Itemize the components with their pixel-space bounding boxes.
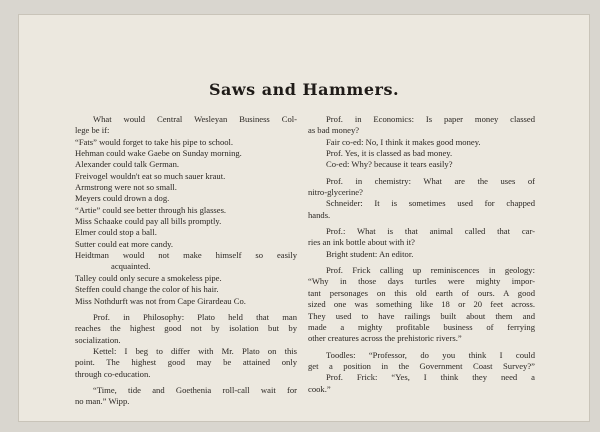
left-column-line: Prof. in Philosophy: Plato held that man: [93, 311, 297, 322]
right-column-line: “Why in those days turtles were mighty impor-: [308, 276, 535, 287]
left-column: [75, 114, 297, 408]
left-column-line: Alexander could talk German.: [75, 159, 180, 170]
left-column-line: Sutter could eat more candy.: [75, 238, 173, 249]
left-column-line: Talley could only secure a smokeless pipe.: [75, 272, 222, 283]
right-column-line: cook.”: [308, 383, 331, 394]
left-column-line: Miss Nothdurft was not from Cape Girardeau Co.: [75, 295, 246, 306]
left-column-line: lege be if:: [75, 125, 110, 136]
right-column-line: nitro-glycerine?: [308, 187, 363, 198]
left-column-line: “Artie” could see better through his glasses.: [75, 204, 227, 215]
right-column-line: ries an ink bottle about with it?: [308, 237, 415, 248]
left-column-line: “Time, tide and Goethenia roll-call wait for: [93, 384, 297, 395]
left-column-line: Kettel: I beg to differ with Mr. Plato on this: [93, 345, 297, 356]
document-page: [18, 14, 590, 422]
left-column-line: no man.” Wipp.: [75, 396, 130, 407]
left-column-line: reaches the highest good not by isolation but by: [75, 323, 297, 334]
left-column-line: Miss Schaake could pay all bills promptly.: [75, 216, 222, 227]
right-column-line: Prof.: What is that animal called that car-: [326, 226, 535, 237]
right-column-line: Bright student: An editor.: [326, 248, 414, 259]
left-column-line: Freivogel wouldn't eat so much sauer kraut.: [75, 170, 226, 181]
left-column-line: acquainted.: [111, 261, 151, 272]
right-column-line: Prof. Yes, it is classed as bad money.: [326, 148, 453, 159]
right-column-line: hands.: [308, 209, 331, 220]
left-column-line: Meyers could drown a dog.: [75, 193, 170, 204]
left-column-line: Elmer could stop a ball.: [75, 227, 157, 238]
right-column-line: Toodles: “Professor, do you think I could: [326, 349, 535, 360]
left-column-line: Armstrong were not so small.: [75, 182, 177, 193]
left-column-line: What would Central Wesleyan Business Col-: [93, 114, 297, 124]
left-column-line: Hehman could wake Gaebe on Sunday morning.: [75, 148, 242, 159]
left-column-line: socialization.: [75, 334, 121, 345]
right-column-line: other creatures across the prehistoric rivers.”: [308, 333, 462, 344]
right-column-line: Fair co-ed: No, I think it makes good money.: [326, 136, 481, 147]
right-column-line: Prof. in chemistry: What are the uses of: [326, 175, 535, 186]
left-column-line: “Fats” would forget to take his pipe to school.: [75, 136, 234, 147]
right-column-line: They used to have railings built about them and: [308, 310, 535, 321]
left-column-line: through co-education.: [75, 368, 151, 379]
right-column-line: Co-ed: Why? because it tears easily?: [326, 159, 453, 170]
right-column-line: get a position in the Government Coast Survey?”: [308, 360, 535, 371]
right-column: [308, 114, 535, 395]
right-column-line: tant personages on this old earth of ours. A good: [308, 287, 535, 298]
left-column-line: point. The highest good may be attained only: [75, 357, 297, 368]
right-column-line: Prof. Frick calling up reminiscences in geology:: [326, 265, 535, 276]
page-title: Saws and Hammers.: [208, 80, 400, 99]
right-column-line: sized one was something like 18 or 20 feet across.: [308, 299, 535, 310]
left-column-line: Heidtman would not make himself so easily: [75, 250, 297, 261]
right-column-line: Schneider: It is sometimes used for chapped: [326, 198, 535, 209]
right-column-line: as bad money?: [308, 125, 360, 136]
right-column-line: Prof. Frick: “Yes, I think they need a: [326, 372, 535, 383]
right-column-line: made a mighty profitable business of ferrying: [308, 321, 535, 332]
left-column-line: Steffen could change the color of his hair.: [75, 284, 219, 295]
right-column-line: Prof. in Economics: Is paper money classed: [326, 114, 535, 124]
